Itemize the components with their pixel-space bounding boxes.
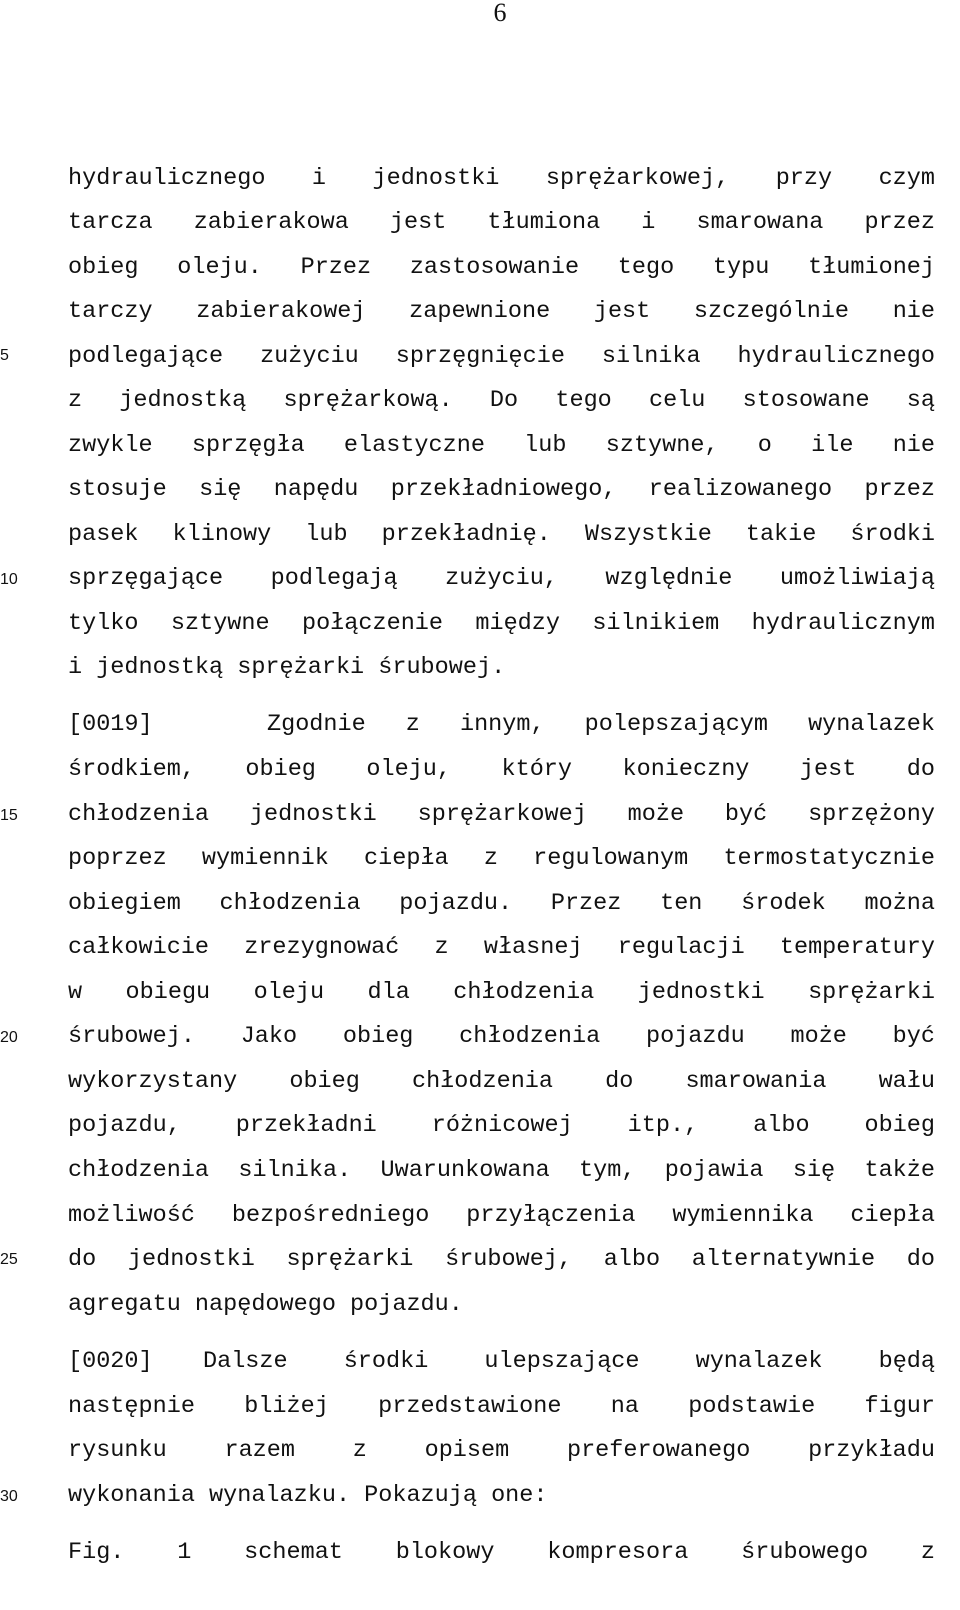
text-line: pasek klinowy lub przekładnię. Wszystkie takie środki xyxy=(68,521,935,548)
text-line: środkiem, obieg oleju, który konieczny jest do xyxy=(68,756,935,783)
paragraph-first-line: Dalsze środki ulepszające wynalazek będą xyxy=(203,1348,935,1375)
page-number: 6 xyxy=(493,0,507,27)
text-line: wykorzystany obieg chłodzenia do smarowania wału xyxy=(68,1068,935,1095)
text-line xyxy=(68,710,935,740)
paragraph-first-line: Zgodnie z innym, polepszającym wynalazek xyxy=(267,711,935,738)
text-line: tarczy zabierakowej zapewnione jest szczególnie nie xyxy=(68,298,935,325)
text-line: i jednostką sprężarki śrubowej. xyxy=(68,654,506,681)
line-number: 30 xyxy=(0,1488,18,1505)
text-line: możliwość bezpośredniego przyłączenia wymiennika ciepła xyxy=(68,1202,935,1229)
text-line: tylko sztywne połączenie między silnikiem hydraulicznym xyxy=(68,610,935,637)
text-line: poprzez wymiennik ciepła z regulowanym termostatycznie xyxy=(68,845,935,872)
text-line: rysunku razem z opisem preferowanego przykładu xyxy=(68,1437,935,1464)
text-line: z jednostką sprężarkową. Do tego celu stosowane są xyxy=(68,387,935,414)
text-line: całkowicie zrezygnować z własnej regulacji temperatury xyxy=(68,934,935,961)
text-line: w obiegu oleju dla chłodzenia jednostki sprężarki xyxy=(68,979,935,1006)
paragraph-label: [0020] xyxy=(68,1348,153,1375)
line-number: 20 xyxy=(0,1029,18,1046)
line-number: 5 xyxy=(0,347,9,364)
line-number: 25 xyxy=(0,1251,18,1268)
text-line: hydraulicznego i jednostki sprężarkowej, przy czym xyxy=(68,165,935,192)
text-line xyxy=(68,1347,935,1377)
text-line: podlegające zużyciu sprzęgnięcie silnika hydraulicznego xyxy=(68,343,935,370)
text-line: następnie bliżej przedstawione na podstawie figur xyxy=(68,1393,935,1420)
text-line: Fig. 1 schemat blokowy kompresora śrubowego z xyxy=(68,1539,935,1566)
line-number: 15 xyxy=(0,807,18,824)
text-line: obiegiem chłodzenia pojazdu. Przez ten środek można xyxy=(68,890,935,917)
text-line: do jednostki sprężarki śrubowej, albo alternatywnie do xyxy=(68,1246,935,1273)
margin-line-numbers xyxy=(0,0,40,1610)
text-line: wykonania wynalazku. Pokazują one: xyxy=(68,1482,548,1509)
text-line: sprzęgające podlegają zużyciu, względnie umożliwiają xyxy=(68,565,935,592)
text-line: stosuje się napędu przekładniowego, realizowanego przez xyxy=(68,476,935,503)
text-line: chłodzenia jednostki sprężarkowej może być sprzężony xyxy=(68,801,935,828)
text-line: obieg oleju. Przez zastosowanie tego typu tłumionej xyxy=(68,254,935,281)
text-line: agregatu napędowego pojazdu. xyxy=(68,1291,463,1318)
text-line: pojazdu, przekładni różnicowej itp., albo obieg xyxy=(68,1112,935,1139)
text-line: śrubowej. Jako obieg chłodzenia pojazdu może być xyxy=(68,1023,935,1050)
text-line: zwykle sprzęgła elastyczne lub sztywne, o ile nie xyxy=(68,432,935,459)
line-number: 10 xyxy=(0,571,18,588)
text-line: chłodzenia silnika. Uwarunkowana tym, pojawia się także xyxy=(68,1157,935,1184)
text-line: tarcza zabierakowa jest tłumiona i smarowana przez xyxy=(68,209,935,236)
paragraph-label: [0019] xyxy=(68,711,153,738)
